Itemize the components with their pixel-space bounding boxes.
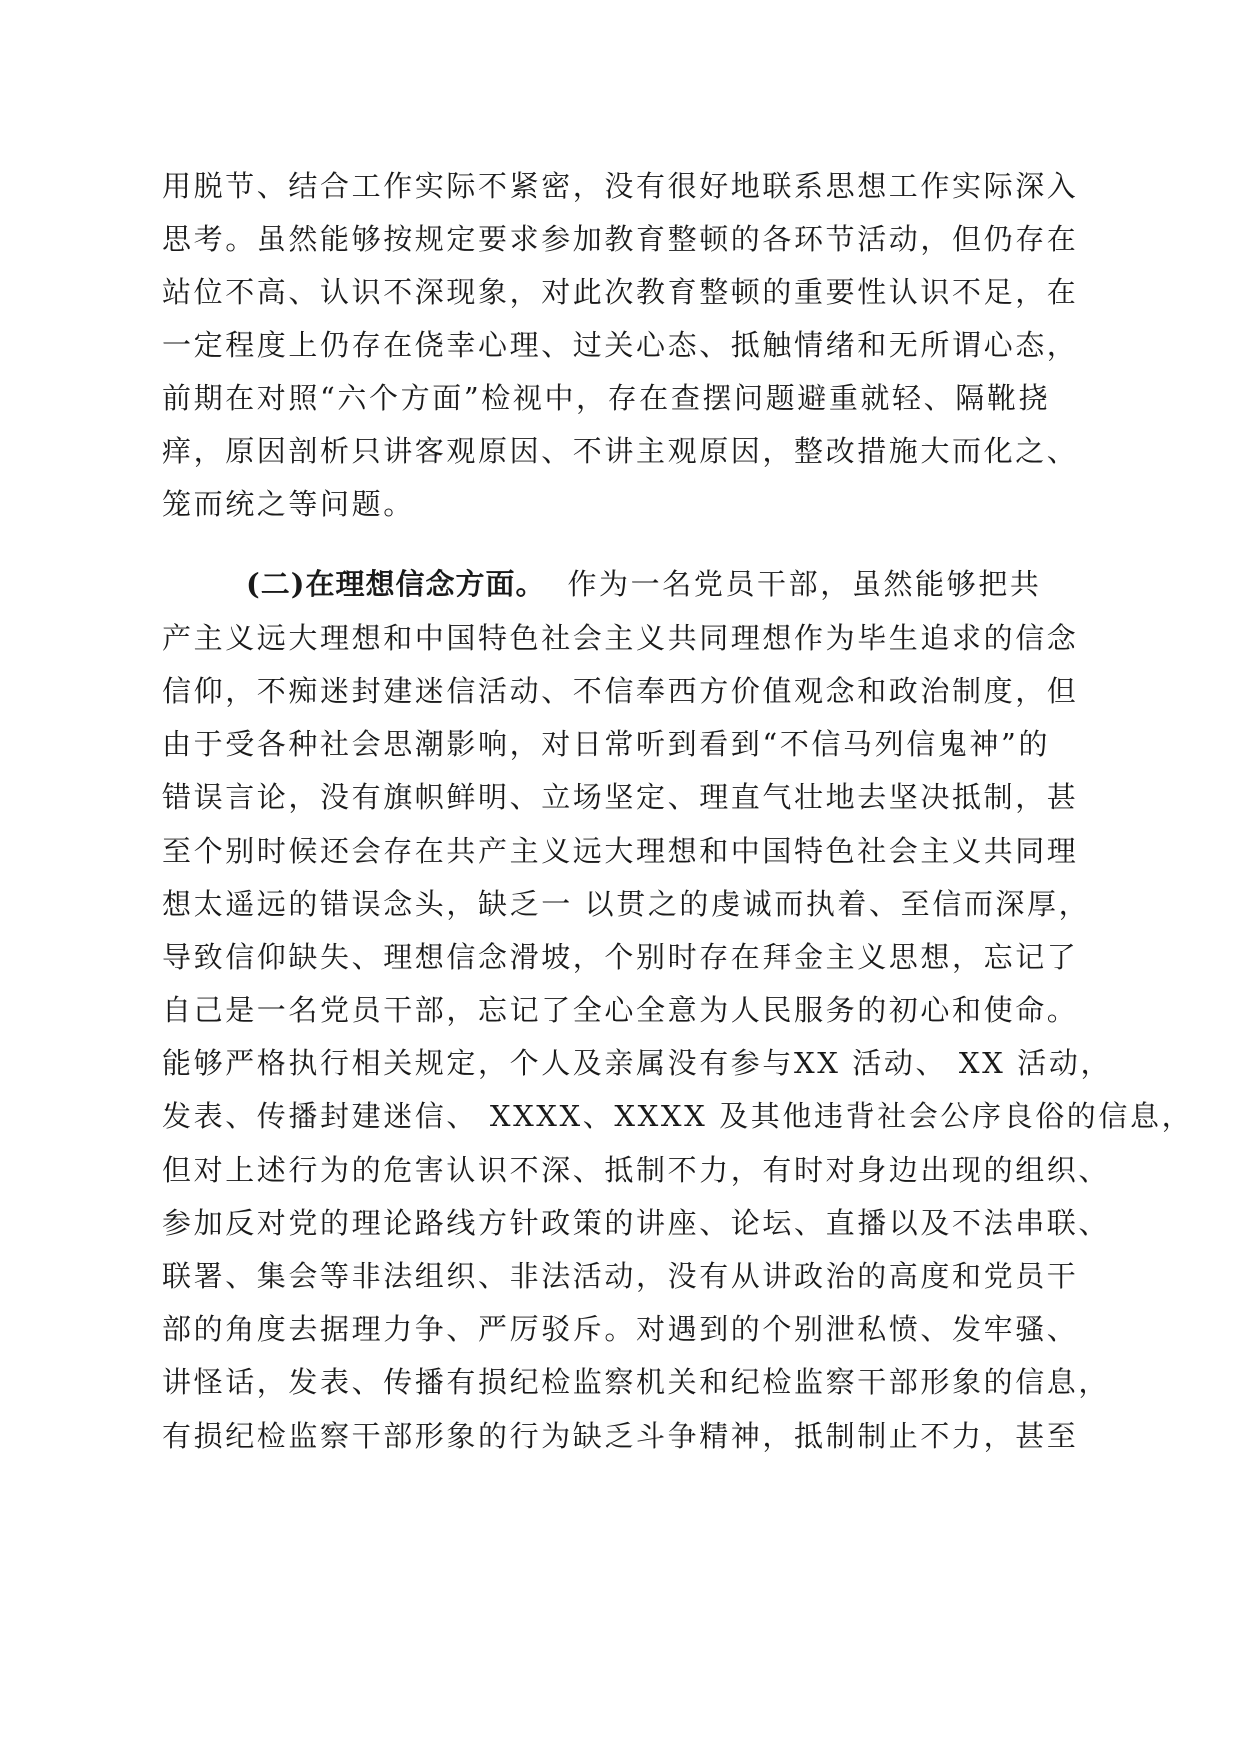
paragraph-1-line-5: 前期在对照“六个方面”检视中，存在查摆问题避重就轻、隔靴挠 [162, 381, 1051, 415]
section-2-line-11: 发表、传播封建迷信、 XXXX、XXXX 及其他违背社会公序良俗的信息， [162, 1099, 1194, 1133]
paragraph-1-line-7: 笼而统之等问题。 [162, 487, 415, 521]
section-2-line-14: 联署、集会等非法组织、非法活动，没有从讲政治的高度和党员干 [162, 1259, 1079, 1293]
section-2-line-17: 有损纪检监察干部形象的行为缺乏斗争精神，抵制制止不力，甚至 [162, 1419, 1079, 1453]
section-2-line-9: 自己是一名党员干部，忘记了全心全意为人民服务的初心和使命。 [162, 993, 1079, 1027]
section-2-line-7: 想太遥远的错误念头，缺乏一 以贯之的虔诚而执着、至信而深厚， [162, 887, 1091, 921]
section-2-first-line [246, 564, 1041, 604]
section-2-line-8: 导致信仰缺失、理想信念滑坡，个别时存在拜金主义思想，忘记了 [162, 940, 1079, 974]
paragraph-1-line-2: 思考。虽然能够按规定要求参加教育整顿的各环节活动，但仍存在 [162, 222, 1079, 256]
section-2-line-5: 错误言论，没有旗帜鲜明、立场坚定、理直气壮地去坚决抵制，甚 [162, 780, 1079, 814]
paragraph-1-line-6: 痒，原因剖析只讲客观原因、不讲主观原因，整改措施大而化之、 [162, 434, 1079, 468]
section-2-line-15: 部的角度去据理力争、严厉驳斥。对遇到的个别泄私愤、发牢骚、 [162, 1312, 1079, 1346]
paragraph-1-line-4: 一定程度上仍存在侥幸心理、过关心态、抵触情绪和无所谓心态， [162, 328, 1079, 362]
section-2-line-16: 讲怪话，发表、传播有损纪检监察机关和纪检监察干部形象的信息， [162, 1365, 1111, 1399]
section-2-line-10: 能够严格执行相关规定，个人及亲属没有参与XX 活动、 XX 活动， [162, 1046, 1113, 1080]
section-2-line-2: 产主义远大理想和中国特色社会主义共同理想作为毕生追求的信念 [162, 621, 1079, 655]
section-2-first-line-text: 作为一名党员干部，虽然能够把共 [567, 567, 1042, 601]
section-2-line-13: 参加反对党的理论路线方针政策的讲座、论坛、直播以及不法串联、 [162, 1206, 1111, 1240]
paragraph-1-line-3: 站位不高、认识不深现象，对此次教育整顿的重要性认识不足，在 [162, 275, 1079, 309]
section-2-line-3: 信仰，不痴迷封建迷信活动、不信奉西方价值观念和政治制度，但 [162, 674, 1079, 708]
section-2-line-4: 由于受各种社会思潮影响，对日常听到看到“不信马列信鬼神”的 [162, 727, 1051, 761]
paragraph-1-line-1: 用脱节、结合工作实际不紧密，没有很好地联系思想工作实际深入 [162, 169, 1079, 203]
section-2-line-6: 至个别时候还会存在共产主义远大理想和中国特色社会主义共同理 [162, 834, 1079, 868]
section-heading: (二)在理想信念方面。 [246, 567, 546, 601]
section-2-line-12: 但对上述行为的危害认识不深、抵制不力，有时对身边出现的组织、 [162, 1153, 1111, 1187]
